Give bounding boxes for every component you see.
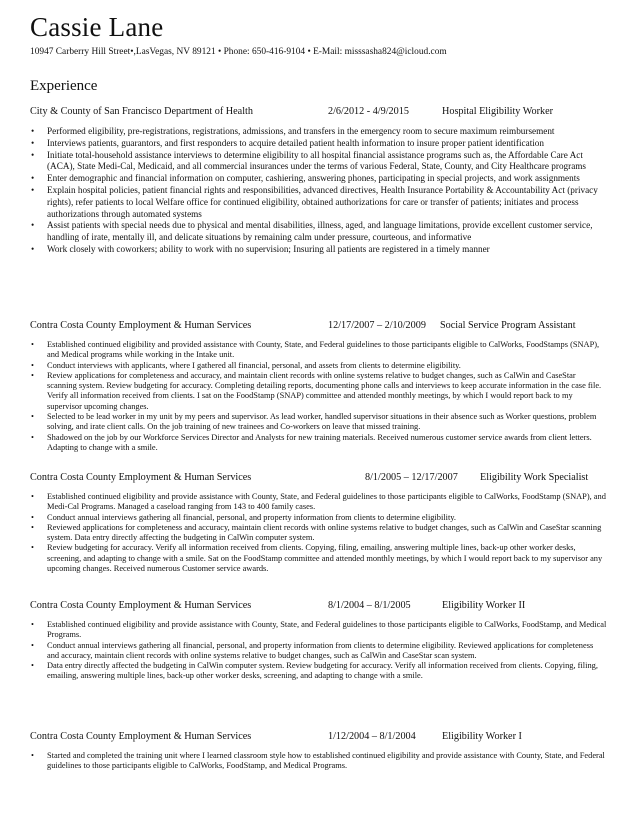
bullet-item: • Work closely with coworkers; ability to work with no supervision; Insuring all patients are registered in a timely manner xyxy=(30,244,607,256)
employer-name: Contra Costa County Employment & Human Services xyxy=(30,731,252,742)
employer-name: City & County of San Francisco Department of Health xyxy=(30,106,253,117)
bullet-item: • Review applications for completeness and accuracy, and maintain client records with online systems relative to budget changes, such as CalWin and CaseStar scanning system. Review budgeting for accuracy. Completing detailing reports, documenting phone calls and interviews to keep accurate information in the case file. Verify all information received from clients. I sat on the FoodStamp (SNAP) committee and attended monthly meetings, by which I would report back to my supervisor upcoming changes. xyxy=(30,371,607,412)
bullet-item: • Established continued eligibility and provide assistance with County, State, and Federal guidelines to those participants eligible to CalWorks, FoodStamp, and Medical Programs. xyxy=(30,620,607,641)
job-dates: 1/12/2004 – 8/1/2004 xyxy=(328,731,416,742)
bullet-item: • Selected to be lead worker in my unit by my peers and supervisor. As lead worker, handled supervisor situations in their absence such as Worker questions, problem solving, and irate client calls. On the job training of new trainees and Co-workers on leave that missed training. xyxy=(30,412,607,433)
bullet-item: • Shadowed on the job by our Workforce Services Director and Analysts for new training materials. Received numerous customer service awards from client letters. Adapting to change with a smile. xyxy=(30,433,607,454)
job-entry xyxy=(30,106,615,256)
job-dates: 12/17/2007 – 2/10/2009 xyxy=(328,320,426,331)
bullet-item: • Explain hospital policies, patient financial rights and responsibilities, advanced directives, Health Insurance Portability & Accountability Act (privacy rights), refer patients to local Welfare office for continued eligibility, obtained authorizations for care or transfer of patients; initiates and process authorizations through automated systems xyxy=(30,185,607,220)
job-header xyxy=(30,106,615,120)
job-title: Eligibility Worker I xyxy=(442,731,522,742)
bullet-item: • Reviewed applications for completeness and accuracy, maintain client records with online systems relative to budget changes, such as CalWin and CaseStar scanning system. Data entry directly affecting the budgeting in CalWin computer system. xyxy=(30,523,607,544)
job-bullets xyxy=(30,340,615,453)
contact-line: 10947 Carberry Hill Street•,LasVegas, NV 89121 • Phone: 650-416-9104 • E-Mail: misssasha824@icloud.com xyxy=(30,47,447,57)
job-title: Eligibility Worker II xyxy=(442,600,526,611)
bullet-item: • Assist patients with special needs due to physical and mental disabilities, illness, aged, and language limitations, provide excellent customer service, handling of irate, mentally ill, and delicate situations by remaining calm under pressure, courteous, and informative xyxy=(30,220,607,244)
employer-name: Contra Costa County Employment & Human Services xyxy=(30,600,252,611)
bullet-item: • Established continued eligibility and provided assistance with County, State, and Federal guidelines to those participants eligible to CalWorks, FoodStamps (SNAP), and Medical programs while working in the Intake unit. xyxy=(30,340,607,361)
job-bullets xyxy=(30,620,615,682)
job-title: Eligibility Work Specialist xyxy=(480,472,589,483)
bullet-item: • Started and completed the training unit where I learned classroom style how to established continued eligibility and provide assistance with County, State, and Federal guidelines to those participants eligible to CalWorks, FoodStamp, and Medical Programs. xyxy=(30,751,607,772)
bullet-item: • Initiate total-household assistance interviews to determine eligibility to all hospital financial assistance programs such as, the Affordable Care Act (ACA), State Medi-Cal, Medicaid, and all commercial insurances under the terms of various Federal, State, County, and City Healthcare programs xyxy=(30,150,607,174)
job-entry xyxy=(30,320,615,453)
section-title-experience: Experience xyxy=(30,78,98,94)
job-header xyxy=(30,731,615,745)
job-title: Social Service Program Assistant xyxy=(440,320,576,331)
job-bullets xyxy=(30,126,615,256)
employer-name: Contra Costa County Employment & Human Services xyxy=(30,472,252,483)
bullet-item: • Data entry directly affected the budgeting in CalWin computer system. Review budgeting for accuracy. Verify all information received from clients. Copying, filing, emailing, answering multiple lines, back-up other worker desks, screening, and adapting to change with a smile. xyxy=(30,661,607,682)
job-header xyxy=(30,472,615,486)
bullet-item: • Conduct annual interviews gathering all financial, personal, and property information from clients to determine eligibility. Reviewed applications for completeness and accuracy, maintain client records with online systems relative to budget changes, such as CalWin and CaseStar scan system. xyxy=(30,641,607,662)
employer-name: Contra Costa County Employment & Human Services xyxy=(30,320,252,331)
job-header xyxy=(30,320,615,334)
bullet-item: • Review budgeting for accuracy. Verify all information received from clients. Copying, filing, emailing, answering multiple lines, back-up other worker desks, screening, and adapting to change with a smile. Sat on the FoodStamp committee and attended monthly meetings, by which I would report back to my supervisor any upcoming changes. Received numerous Customer service awards. xyxy=(30,543,607,574)
job-bullets xyxy=(30,492,615,574)
job-entry xyxy=(30,472,615,574)
bullet-item: • Enter demographic and financial information on computer, cashiering, answering phones, participating in special projects, and work assignments xyxy=(30,173,607,185)
job-bullets xyxy=(30,751,615,772)
bullet-item: • Conduct annual interviews gathering all financial, personal, and property information from clients to determine eligibility. xyxy=(30,513,607,523)
bullet-item: • Established continued eligibility and provide assistance with County, State, and Federal guidelines to those participants eligible to CalWorks, FoodStamp (SNAP), and Medi-Cal Programs. Managed a caseload ranging from 143 to 400 family cases. xyxy=(30,492,607,513)
bullet-item: • Performed eligibility, pre-registrations, registrations, admissions, and transfers in the emergency room to secure maximum reimbursement xyxy=(30,126,607,138)
job-title: Hospital Eligibility Worker xyxy=(442,106,554,117)
job-dates: 8/1/2005 – 12/17/2007 xyxy=(365,472,458,483)
bullet-item: • Conduct interviews with applicants, where I gathered all financial, personal, and assets from clients to determine eligibility. xyxy=(30,361,607,371)
bullet-item: • Interviews patients, guarantors, and first responders to acquire detailed patient health information to insure proper patient identification xyxy=(30,138,607,150)
job-entry xyxy=(30,731,615,772)
job-dates: 8/1/2004 – 8/1/2005 xyxy=(328,600,411,611)
job-dates: 2/6/2012 - 4/9/2015 xyxy=(328,106,409,117)
job-entry xyxy=(30,600,615,682)
candidate-name: Cassie Lane xyxy=(30,12,164,42)
job-header xyxy=(30,600,615,614)
